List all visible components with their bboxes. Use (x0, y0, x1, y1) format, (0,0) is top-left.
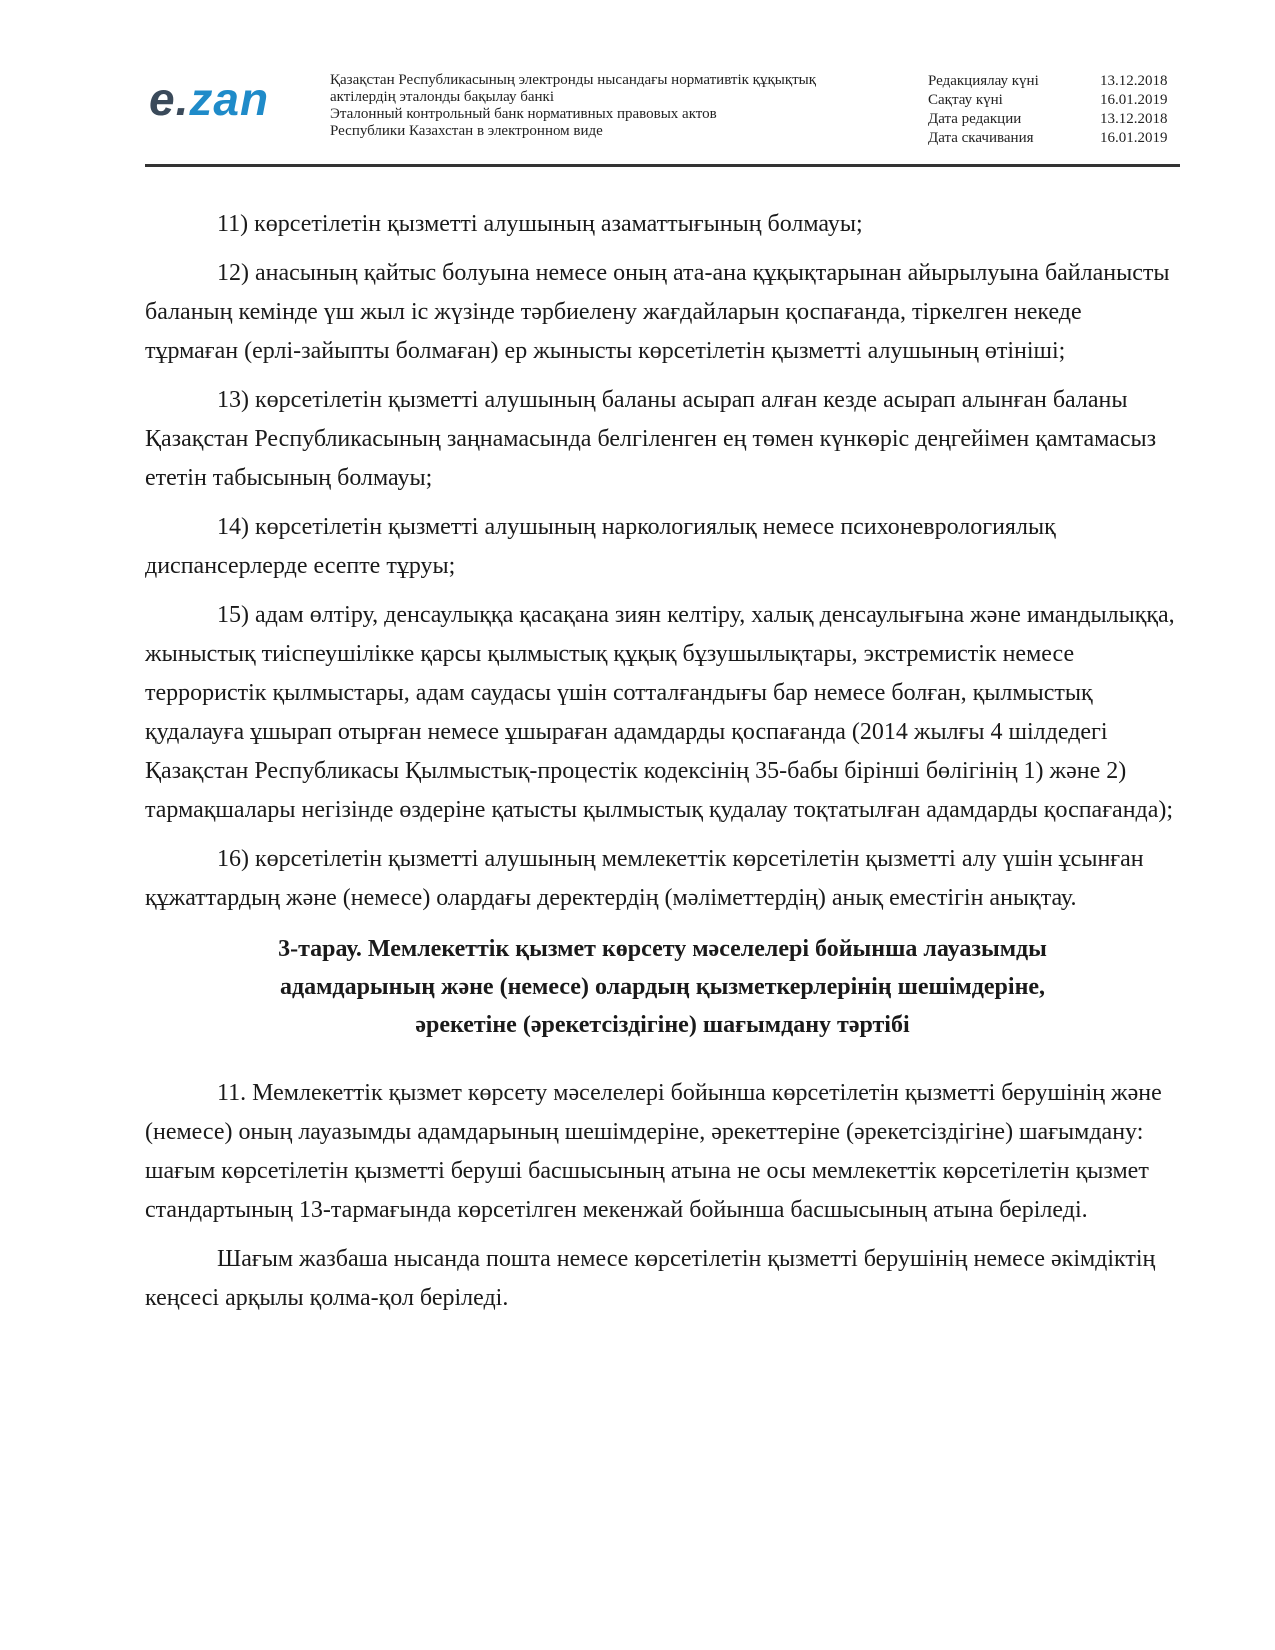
document-body (145, 205, 1180, 1328)
paragraph-15: 15) адам өлтіру, денсаулыққа қасақана зиян келтіру, халық денсаулығына және имандылыққа, жыныстық тиіспеушілікке қарсы қылмыстық құқық бұзушылықтары, экстремистік немесе террористік қылмыстары, адам саудасы үшін сотталғандығы бар немесе болған, қылмыстық қудалауға ұшырап отырған немесе ұшыраған адамдарды қоспағанда (2014 жылғы 4 шілдедегі Қазақстан Республикасы Қылмыстық-процестік кодексінің 35-бабы бірінші бөлігінің 1) және 2) тармақшалары негізінде өздеріне қатысты қылмыстық қудалау тоқтатылған адамдарды қоспағанда); (145, 602, 1175, 823)
ezan-logo (149, 73, 270, 125)
meta-value: 13.12.2018 (1100, 111, 1168, 127)
paragraph-14: 14) көрсетілетін қызметті алушының наркологиялық немесе психоневрологиялық диспансерлерде есепте тұруы; (145, 514, 1056, 579)
meta-value: 16.01.2019 (1100, 130, 1168, 146)
meta-value: 13.12.2018 (1100, 73, 1168, 89)
heading-line: 3-тарау. Мемлекеттік қызмет көрсету мәселелері бойынша лауазымды (278, 936, 1047, 962)
chapter-heading (145, 930, 1180, 1044)
meta-row (928, 110, 1180, 129)
meta-row (928, 91, 1180, 110)
paragraph-13: 13) көрсетілетін қызметті алушының баланы асырап алған кезде асырап алынған баланы Қазақстан Республикасының заңнамасында белгіленген ең төмен күнкөріс деңгейімен қамтамасыз ететін табысының болмауы; (145, 387, 1157, 491)
heading-line: әрекетіне (әрекетсіздігіне) шағымдану тәртібі (415, 1012, 910, 1038)
paragraph-item-11: 11. Мемлекеттік қызмет көрсету мәселелері бойынша көрсетілетін қызметті берушінің және (немесе) оның лауазымды адамдарының шешімдеріне, әрекеттеріне (әрекетсіздігіне) шағымдану: шағым көрсетілетін қызметті беруші басшысының атына не осы мемлекеттік көрсетілетін қызмет стандартының 13-тармағында көрсетілген мекенжай бойынша басшысының атына беріледі. (145, 1080, 1162, 1223)
organization-name (330, 72, 890, 140)
meta-label: Дата редакции (928, 111, 1022, 127)
logo-e: e (149, 73, 176, 125)
org-line: актілердің эталонды бақылау банкі (330, 89, 554, 105)
document-dates (928, 72, 1180, 148)
meta-row (928, 72, 1180, 91)
paragraph-12: 12) анасының қайтыс болуына немесе оның ата-ана құқықтарынан айырылуына байланысты баланың кемінде үш жыл іс жүзінде тәрбиелену жағдайларын қоспағанда, тіркелген некеде тұрмаған (ерлі-зайыпты болмаған) ер жынысты көрсетілетін қызметті алушының өтініші; (145, 260, 1170, 364)
meta-label: Сақтау күні (928, 92, 1003, 108)
org-line: Қазақстан Республикасының электронды нысандағы нормативтік құқықтық (330, 72, 817, 88)
paragraph-16: 16) көрсетілетін қызметті алушының мемлекеттік көрсетілетін қызметті алу үшін ұсынған құжаттардың және (немесе) олардағы деректердің (мәліметтердің) анық еместігін анықтау. (145, 846, 1144, 911)
logo-zan: zan (189, 73, 270, 125)
meta-row (928, 129, 1180, 148)
paragraph-11: 11) көрсетілетін қызметті алушының азаматтығының болмауы; (217, 211, 863, 237)
org-line: Республики Казахстан в электронном виде (330, 123, 603, 139)
document-header (145, 70, 1180, 164)
org-line: Эталонный контрольный банк нормативных правовых актов (330, 106, 717, 122)
meta-label: Дата скачивания (928, 130, 1034, 146)
heading-line: адамдарының және (немесе) олардың қызметкерлерінің шешімдеріне, (279, 974, 1046, 1000)
meta-label: Редакциялау күні (928, 73, 1039, 89)
header-divider (145, 164, 1180, 167)
meta-value: 16.01.2019 (1100, 92, 1168, 108)
logo-dot: . (175, 73, 190, 125)
paragraph-complaint: Шағым жазбаша нысанда пошта немесе көрсетілетін қызметті берушінің немесе әкімдіктің кеңсесі арқылы қолма-қол беріледі. (145, 1246, 1156, 1311)
